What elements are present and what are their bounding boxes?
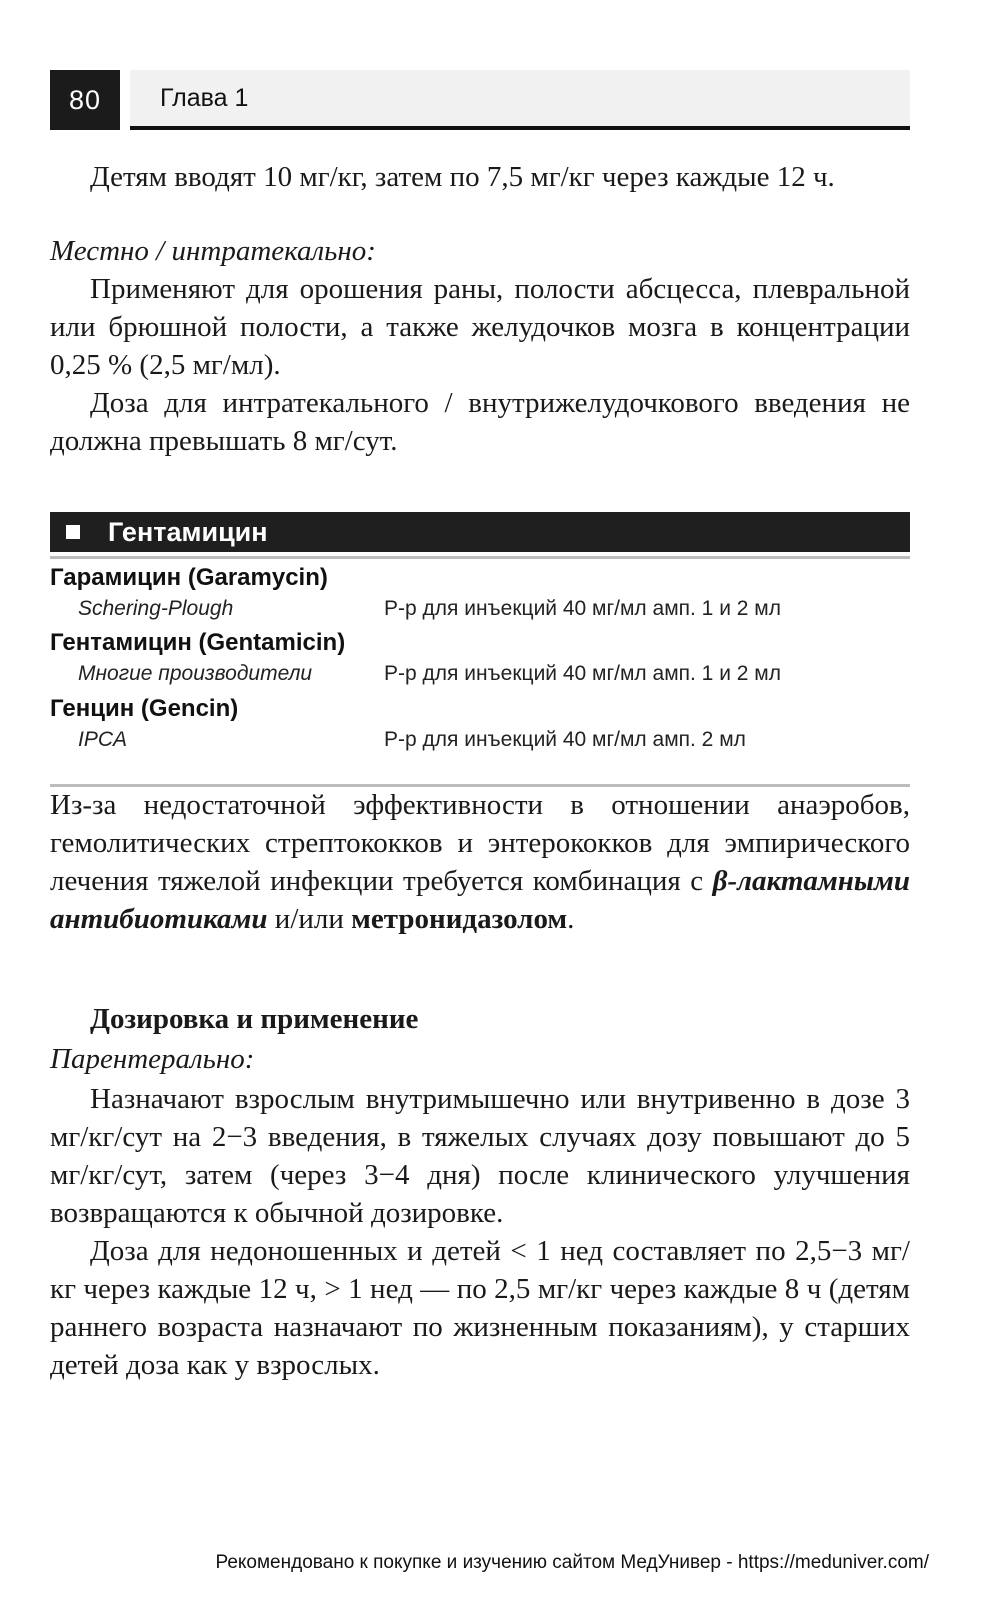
dosing-heading: Дозировка и применение [90,1003,419,1035]
paragraph-intrathecal-limit: Доза для интратекального / внутрижелудочкового введения не должна превышать 8 мг/сут. [50,387,910,457]
chapter-title: Глава 1 [160,84,249,112]
combination-text: Из-за недостаточной эффективности в отношении анаэробов, гемолитических стрептококков и энтерококков для эмпирического лечения тяжелой инфекции требуется комбинация с [50,789,910,897]
combination-end: . [567,903,575,935]
drug-name: Гарамицин (Garamycin) [50,564,328,591]
paragraph-irrigation: Применяют для орошения раны, полости абсцесса, плевральной или брюшной полости, а также желудочков мозга в концентрации 0,25 % (2,5 мг/мл). [50,273,910,381]
metronidazole-term: метронидазолом [351,903,568,935]
paragraph-neonatal-dose: Доза для недоношенных и детей < 1 нед составляет по 2,5−3 мг/кг через каждые 12 ч, > 1 нед — по 2,5 мг/кг через каждые 8 ч (детям раннего возраста назначают по жизненным показаниям), у старших детей доза как у взрослых. [50,1235,910,1381]
running-header [50,70,910,132]
section-title: Гентамицин [108,517,268,547]
footer-note: Рекомендовано к покупке и изучению сайтом МедУнивер - https://meduniver.com/ [215,1552,929,1573]
drug-form: Р-р для инъекций 40 мг/мл амп. 1 и 2 мл [384,662,781,685]
header-rule [130,126,910,130]
drug-maker: Schering-Plough [78,597,234,620]
label-local-intrathecal: Местно / интратекально: [50,235,376,267]
drug-name: Гентамицин (Gentamicin) [50,629,346,656]
table-top-rule [50,556,910,559]
combination-connector: и/или [267,903,352,935]
page-number: 80 [50,70,120,130]
square-bullet-icon [66,525,80,539]
drug-maker: Многие производители [78,662,313,685]
paragraph-combination [50,786,910,938]
paragraph-children-dose: Детям вводят 10 мг/кг, затем по 7,5 мг/кг через каждые 12 ч. [90,161,835,193]
section-bar [50,512,910,552]
drug-name: Генцин (Gencin) [50,695,239,722]
beta-lactam-term: β-лактамными антибиотиками [50,865,910,935]
drug-form: Р-р для инъекций 40 мг/мл амп. 2 мл [384,728,746,751]
paragraph-adult-dose: Назначают взрослым внутримышечно или внутривенно в дозе 3 мг/кг/сут на 2−3 введения, в тяжелых случаях дозу повышают до 5 мг/кг/сут, затем (через 3−4 дня) после клинического улучшения возвращаются к обычной дозировке. [50,1083,910,1229]
drug-maker: IPCA [78,728,128,751]
drug-form: Р-р для инъекций 40 мг/мл амп. 1 и 2 мл [384,597,781,620]
label-parenteral: Парентерально: [50,1043,255,1075]
